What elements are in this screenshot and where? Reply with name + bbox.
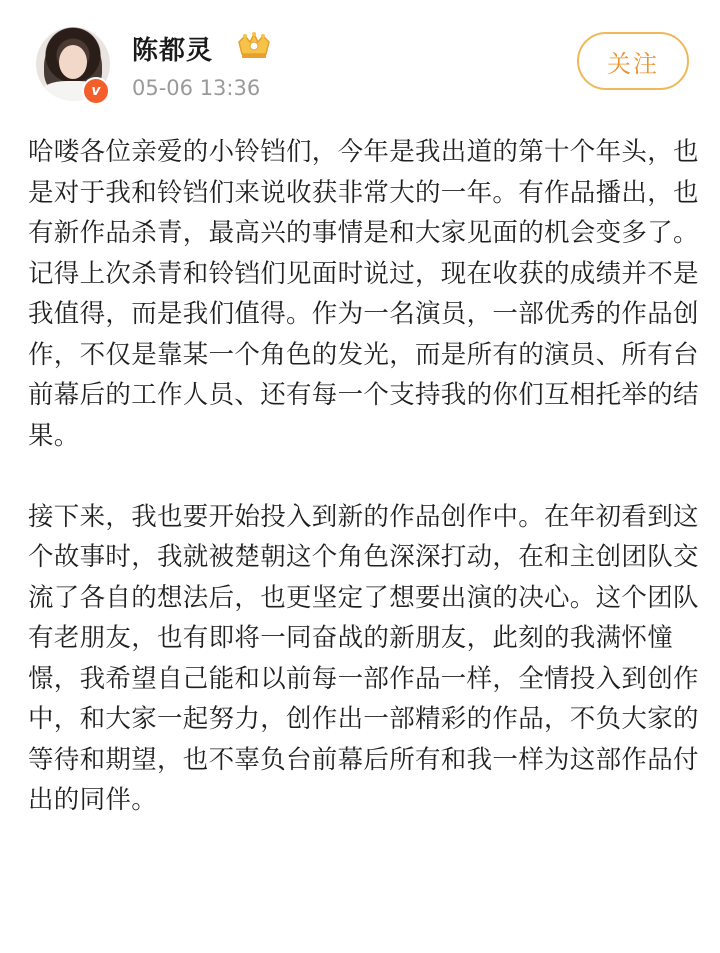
post-header [0, 0, 720, 120]
post-paragraph: 接下来，我也要开始投入到新的作品创作中。在年初看到这个故事时，我就被楚朝这个角色深深打动，在和主创团队交流了各自的想法后，也更坚定了想要出演的决心。这个团队有老朋友，也有即将一同奋战的新朋友，此刻的我满怀憧憬，我希望自己能和以前每一部作品一样，全情投入到创作中，和大家一起努力，创作出一部精彩的作品，不负大家的等待和期望，也不辜负台前幕后所有和我一样为这部作品付出的同伴。 [28, 501, 699, 815]
paragraph-gap [28, 456, 700, 497]
post-timestamp: 05-06 13:36 [132, 76, 261, 100]
crown-member-icon[interactable] [236, 32, 272, 60]
post-paragraph: 哈喽各位亲爱的小铃铛们，今年是我出道的第十个年头，也是对于我和铃铛们来说收获非常大的一年。有作品播出，也有新作品杀青，最高兴的事情是和大家见面的机会变多了。 [28, 137, 699, 248]
avatar-face [59, 45, 87, 79]
follow-button[interactable]: 关注 [577, 32, 689, 90]
verified-badge-icon: v [82, 77, 110, 105]
post-body [28, 132, 700, 821]
author-name[interactable]: 陈都灵 [132, 36, 214, 66]
post-paragraph: 记得上次杀青和铃铛们见面时说过，现在收获的成绩并不是我值得，而是我们值得。作为一名演员，一部优秀的作品创作，不仅是靠某一个角色的发光，而是所有的演员、所有台前幕后的工作人员、还有每一个支持我的你们互相托举的结果。 [28, 258, 699, 451]
